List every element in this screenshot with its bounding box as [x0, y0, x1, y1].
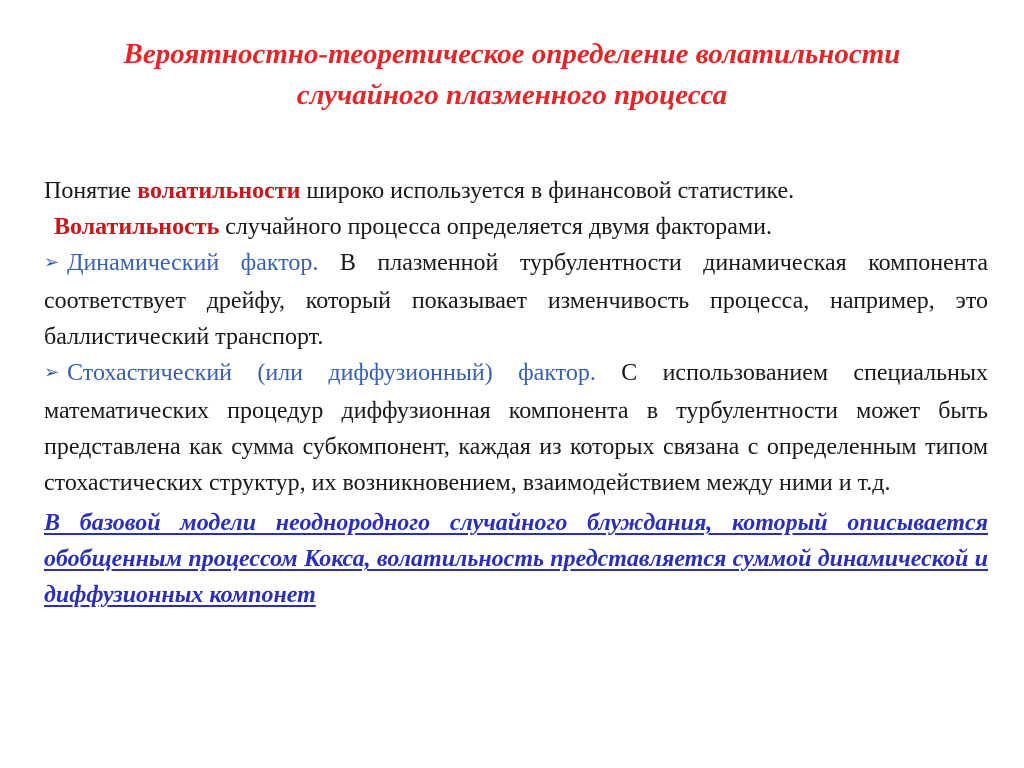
paragraph-cox-model-conclusion: В базовой модели неоднородного случайного блуждания, который описывается обобщенным процессом Кокса, волатильность представляется суммой динамической и диффузионных компонет [44, 510, 988, 608]
slide-body [44, 173, 1006, 613]
slide-title [40, 34, 984, 116]
para1-before: Понятие [44, 178, 138, 204]
bullet2-text: С использованием специальных математических процедур диффузионная компонента в турбулентности может быть представлена как сумма субкомпонент, каждая из которых связана с определенным типом стохастических структур, их возникновением, взаимодействием между ними и т.д. [44, 360, 1006, 496]
para1-highlight: волатильности [137, 178, 301, 204]
para1-after: широко используется в финансовой статистике. [300, 178, 795, 204]
bullet1-term: Динамический фактор. [67, 250, 319, 276]
bullet-dynamic-factor [44, 245, 988, 355]
bullet2-term: Стохастический (или диффузионный) фактор. [67, 360, 596, 386]
bullet1-text: В плазменной турбулентности динамическая компонента соответствует дрейфу, который показывает изменчивость процесса, например, это баллистический транспорт. [44, 250, 988, 350]
slide-title-line-2: случайного плазменного процесса [296, 79, 728, 111]
arrow-bullet-icon: ➢ [44, 252, 60, 273]
paragraph-volatility-factors [44, 209, 988, 245]
para2-after: случайного процесса определяется двумя факторами. [219, 214, 772, 240]
slide-title-line-1: Вероятностно-теоретическое определение волатильности [123, 38, 901, 70]
arrow-bullet-icon: ➢ [44, 362, 60, 383]
para2-highlight: Волатильность [54, 214, 220, 240]
paragraph-volatility-concept [44, 173, 988, 209]
bullet-stochastic-factor [44, 355, 1006, 501]
